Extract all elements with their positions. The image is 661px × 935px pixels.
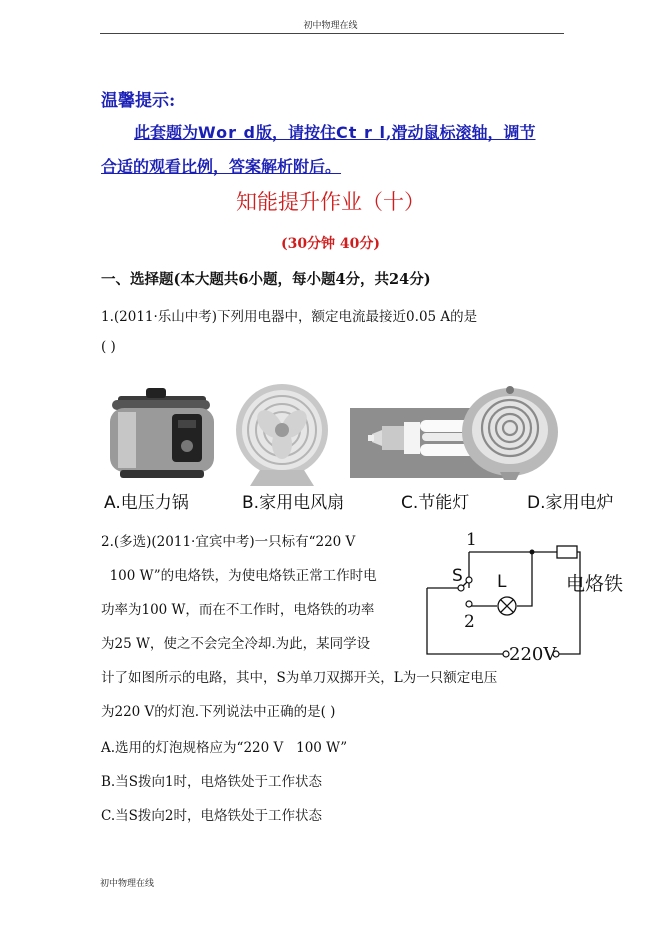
q2-stem-line-1: 2.(多选)(2011·宜宾中考)一只标有“220 V <box>101 534 356 550</box>
terminal-2-node <box>466 601 472 607</box>
q2-stem-line-6: 为220 V的灯泡.下列说法中正确的是( ) <box>101 704 336 720</box>
page-footer: 初中物理在线 <box>100 879 155 889</box>
document-title: 知能提升作业（十） <box>236 190 425 214</box>
wire-terminal-2 <box>469 604 497 606</box>
iron-resistor <box>557 546 577 558</box>
q2-stem-line-2: 100 W”的电烙铁，为使电烙铁正常工作时电 <box>101 568 377 584</box>
tip-title: 温馨提示: <box>101 91 176 111</box>
circuit-diagram <box>425 528 585 670</box>
iron-label: 电烙铁 <box>566 573 624 595</box>
terminal-1-node <box>466 577 472 583</box>
lamp-symbol <box>498 597 516 615</box>
q2-option-a: A.选用的灯泡规格应为“220 V 100 W” <box>101 740 348 756</box>
tip-line-2: 合适的观看比例，答案解析附后。 <box>101 157 342 176</box>
terminal-2-label: 2 <box>464 612 475 632</box>
tip-word: Wor d <box>198 123 256 142</box>
option-d-label: D.家用电炉 <box>527 493 614 513</box>
q1-stem-line-1: 1.(2011·乐山中考)下列用电器中，额定电流最接近0.05 A的是 <box>101 309 478 325</box>
q2-stem-line-3: 功率为100 W，而在不工作时，电烙铁的功率 <box>101 602 375 618</box>
terminal-1-label: 1 <box>466 530 477 550</box>
section-heading: 一、选择题(本大题共6小题，每小题4分，共24分) <box>101 271 431 288</box>
tip-line-1 <box>134 120 536 143</box>
option-b-label: B.家用电风扇 <box>242 493 345 513</box>
page-header: 初中物理在线 <box>303 21 358 31</box>
document-subtitle: (30分钟 40分) <box>280 236 381 252</box>
switch-label: S <box>452 566 463 586</box>
option-c-label: C.节能灯 <box>401 493 470 513</box>
q2-stem-line-5: 计了如图所示的电路，其中，S为单刀双掷开关，L为一只额定电压 <box>101 670 498 686</box>
tip-text-c: ,滑动鼠标滚轴，调节 <box>385 123 536 142</box>
lamp-label: L <box>497 572 507 592</box>
tip-ctrl: Ct r l <box>336 123 386 142</box>
tip-text-a: 此套题为 <box>134 123 199 142</box>
source-label: 220V <box>509 644 557 665</box>
junction-dot <box>530 550 535 555</box>
q2-option-c: C.当S拨向2时，电烙铁处于工作状态 <box>101 808 322 824</box>
wire-right <box>559 552 580 654</box>
pressure-cooker-image <box>110 388 214 478</box>
q1-stem-line-2: ( ) <box>101 339 116 355</box>
q2-option-b: B.当S拨向1时，电烙铁处于工作状态 <box>101 774 323 790</box>
q2-stem-line-4: 为25 W，使之不会完全冷却.为此，某同学设 <box>101 636 371 652</box>
option-a-label: A.电压力锅 <box>104 493 189 513</box>
header-rule <box>100 33 564 34</box>
tip-text-b: 版，请按住 <box>256 123 337 142</box>
desk-fan-image <box>236 384 328 486</box>
wire-lamp-out <box>517 552 532 606</box>
